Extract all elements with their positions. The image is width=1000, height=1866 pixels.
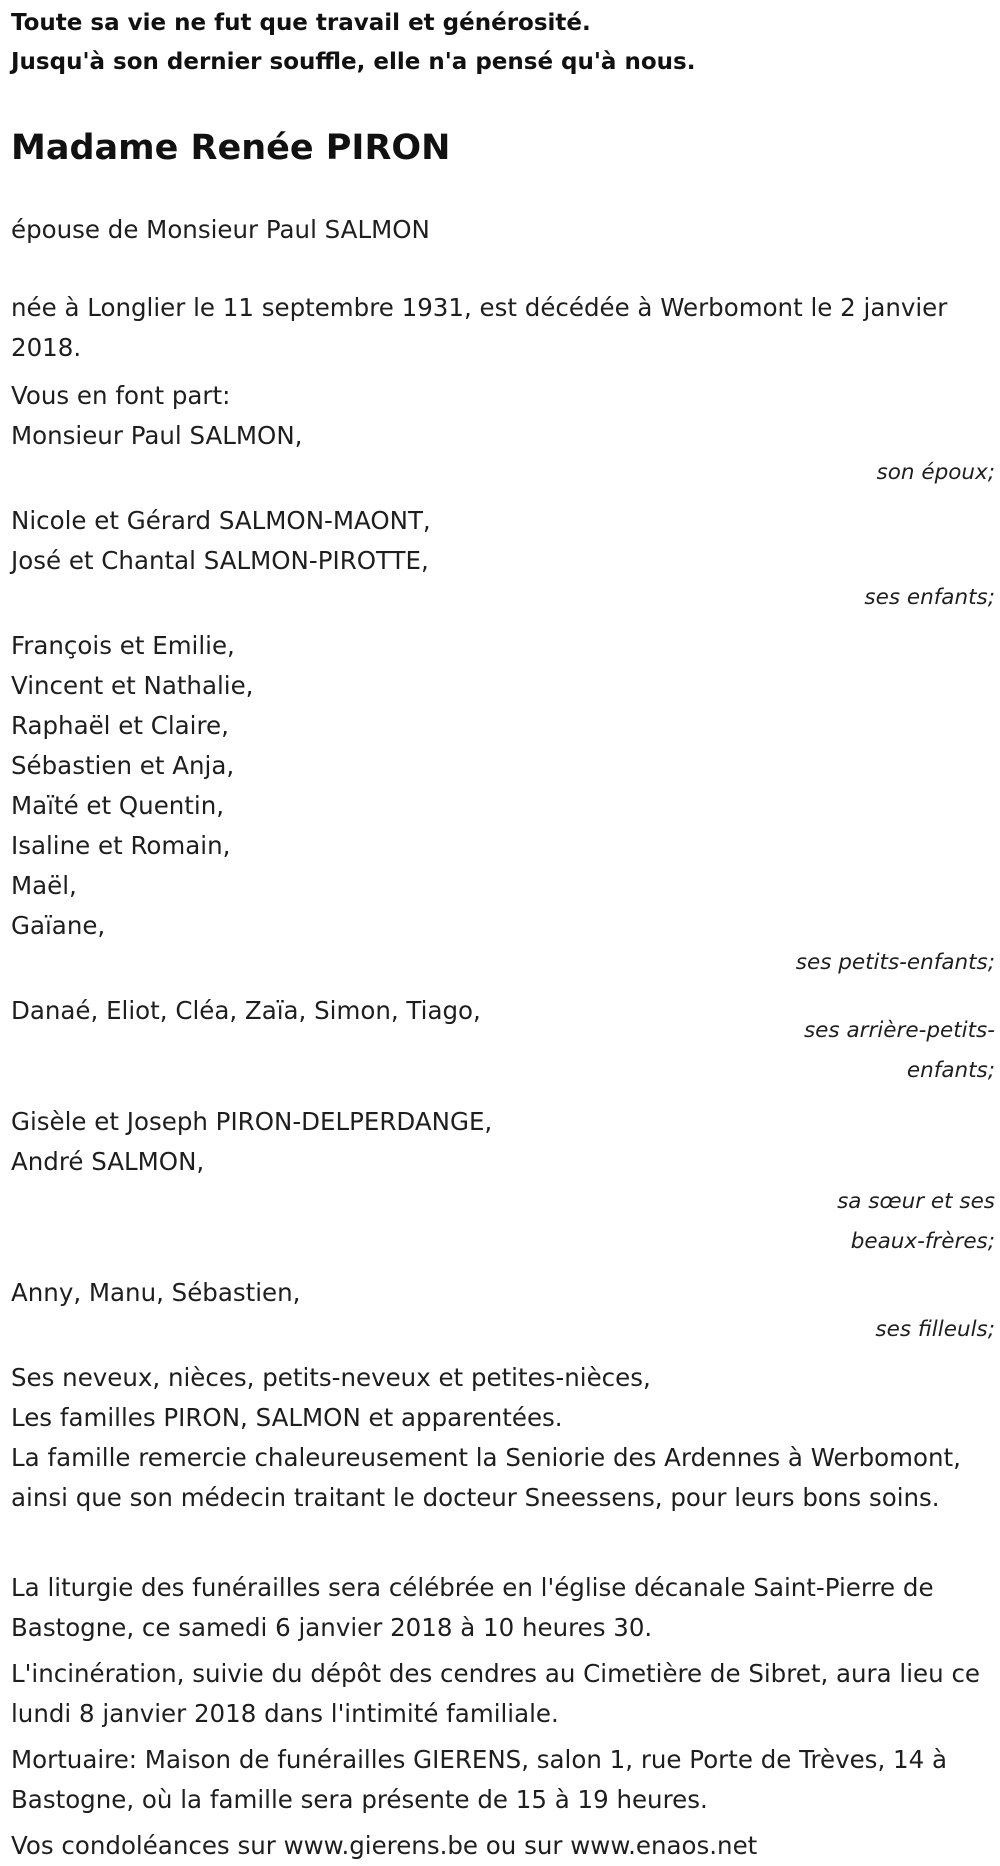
condolences-line: Vos condoléances sur www.gierens.be ou sur www.enaos.net: [11, 1831, 758, 1860]
relatives-line: Les familles PIRON, SALMON et apparentées.: [11, 1403, 563, 1432]
role-label: son époux;: [876, 460, 995, 485]
list-item: Maïté et Quentin,: [11, 791, 225, 820]
role-label: ses filleuls;: [875, 1317, 995, 1342]
list-item: Danaé, Eliot, Cléa, Zaïa, Simon, Tiago,: [11, 996, 481, 1025]
epitaph-line-2: Jusqu'à son dernier souffle, elle n'a pensé qu'à nous.: [11, 49, 696, 75]
role-label: ses petits-enfants;: [795, 950, 995, 975]
liturgy-paragraph: La liturgie des funérailles sera célébrée en l'église décanale Saint-Pierre de Bastogne, ce samedi 6 janvier 2018 à 10 heures 30.: [11, 1573, 934, 1642]
group-great-grandchildren: [11, 991, 999, 1091]
list-item: Nicole et Gérard SALMON-MAONT,: [11, 506, 431, 535]
announcement-intro: Vous en font part:: [11, 381, 231, 410]
relatives-line: Ses neveux, nièces, petits-neveux et petites-nièces,: [11, 1363, 651, 1392]
list-item: André SALMON,: [11, 1147, 205, 1176]
thanks-paragraph: La famille remercie chaleureusement la Seniorie des Ardennes à Werbomont, ainsi que son médecin traitant le docteur Sneessens, pour leurs bons soins.: [11, 1443, 961, 1512]
list-item: François et Emilie,: [11, 631, 235, 660]
group-siblings: [11, 1102, 999, 1262]
list-item: Anny, Manu, Sébastien,: [11, 1278, 301, 1307]
role-label-line: sa sœur et ses: [837, 1189, 995, 1214]
list-item: Vincent et Nathalie,: [11, 671, 254, 700]
epitaph-line-1: Toute sa vie ne fut que travail et générosité.: [11, 10, 591, 36]
list-item: Raphaël et Claire,: [11, 711, 229, 740]
mortuary-paragraph: Mortuaire: Maison de funérailles GIERENS, salon 1, rue Porte de Trèves, 14 à Bastogne, où la famille sera présente de 15 à 19 heures.: [11, 1745, 948, 1814]
obituary-notice: [11, 0, 999, 1866]
group-godchildren: [11, 1273, 999, 1347]
role-label-line: enfants;: [906, 1058, 995, 1083]
role-label: ses enfants;: [864, 585, 995, 610]
list-item: Gisèle et Joseph PIRON-DELPERDANGE,: [11, 1107, 493, 1136]
list-item: Maël,: [11, 871, 77, 900]
list-item: Isaline et Romain,: [11, 831, 231, 860]
relatives-block: [11, 1358, 999, 1518]
group-grandchildren: [11, 626, 999, 980]
role-label: [11, 1182, 995, 1262]
spouse-line: épouse de Monsieur Paul SALMON: [11, 215, 430, 244]
role-label-line: ses arrière-petits-: [803, 1018, 995, 1043]
role-label-line: beaux-frères;: [850, 1229, 995, 1254]
cremation-paragraph: L'incinération, suivie du dépôt des cendres au Cimetière de Sibret, aura lieu ce lundi 8 janvier 2018 dans l'intimité familiale.: [11, 1659, 980, 1728]
list-item: Sébastien et Anja,: [11, 751, 235, 780]
list-item: José et Chantal SALMON-PIROTTE,: [11, 546, 429, 575]
group-spouse: [11, 416, 999, 490]
birth-death-line: née à Longlier le 11 septembre 1931, est décédée à Werbomont le 2 janvier 2018.: [11, 293, 948, 362]
list-item: Gaïane,: [11, 911, 106, 940]
list-item: Monsieur Paul SALMON,: [11, 421, 303, 450]
group-children: [11, 501, 999, 615]
deceased-name: Madame Renée PIRON: [11, 128, 451, 168]
